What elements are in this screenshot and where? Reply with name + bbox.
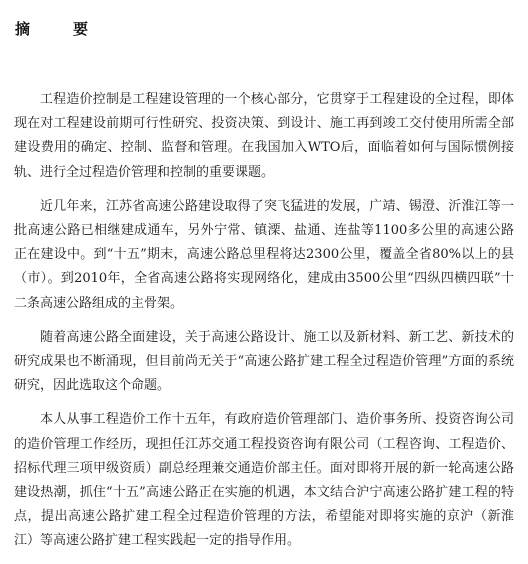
abstract-body bbox=[14, 88, 514, 564]
abstract-title: 摘 要 bbox=[15, 20, 103, 38]
paragraph-3: 随着高速公路全面建设，关于高速公路设计、施工以及新材料、新工艺、新技术的研究成果也不断涌现，但目前尚无关于“高速公路扩建工程全过程造价管理”方面的系统研究，因此选取这个命题。 bbox=[14, 329, 514, 394]
paragraph-1: 工程造价控制是工程建设管理的一个核心部分，它贯穿于工程建设的全过程，即体现在对工程建设前期可行性研究、投资决策、到设计、施工再到竣工交付使用所需全部建设费用的确定、控制、监督和管理。在我国加入WTO后，面临着如何与国际惯例接轨、进行全过程造价管理和控制的重要课题。 bbox=[14, 92, 514, 180]
paragraph-2: 近几年来，江苏省高速公路建设取得了突飞猛进的发展，广靖、锡澄、沂淮江等一批高速公路已相继建成通车，另外宁常、镇溧、盐通、连盐等1100多公里的高速公路正在建设中。到“十五”期末，高速公路总里程将达2300公里，覆盖全省80%以上的县（市）。到2010年，全省高速公路将实现网络化，建成由3500公里“四纵四横四联”十二条高速公路组成的主骨架。 bbox=[14, 198, 514, 311]
paragraph-4: 本人从事工程造价工作十五年，有政府造价管理部门、造价事务所、投资咨询公司的造价管理工作经历，现担任江苏交通工程投资咨询有限公司（工程咨询、工程造价、招标代理三项甲级资质）副总经理兼交通造价部主任。面对即将开展的新一轮高速公路建设热潮，抓住“十五”高速公路正在实施的机遇，本文结合沪宁高速公路扩建工程的特点，提出高速公路扩建工程全过程造价管理的方法，希望能对即将实施的京沪（新淮江）等高速公路扩建工程实践起一定的指导作用。 bbox=[14, 412, 514, 549]
